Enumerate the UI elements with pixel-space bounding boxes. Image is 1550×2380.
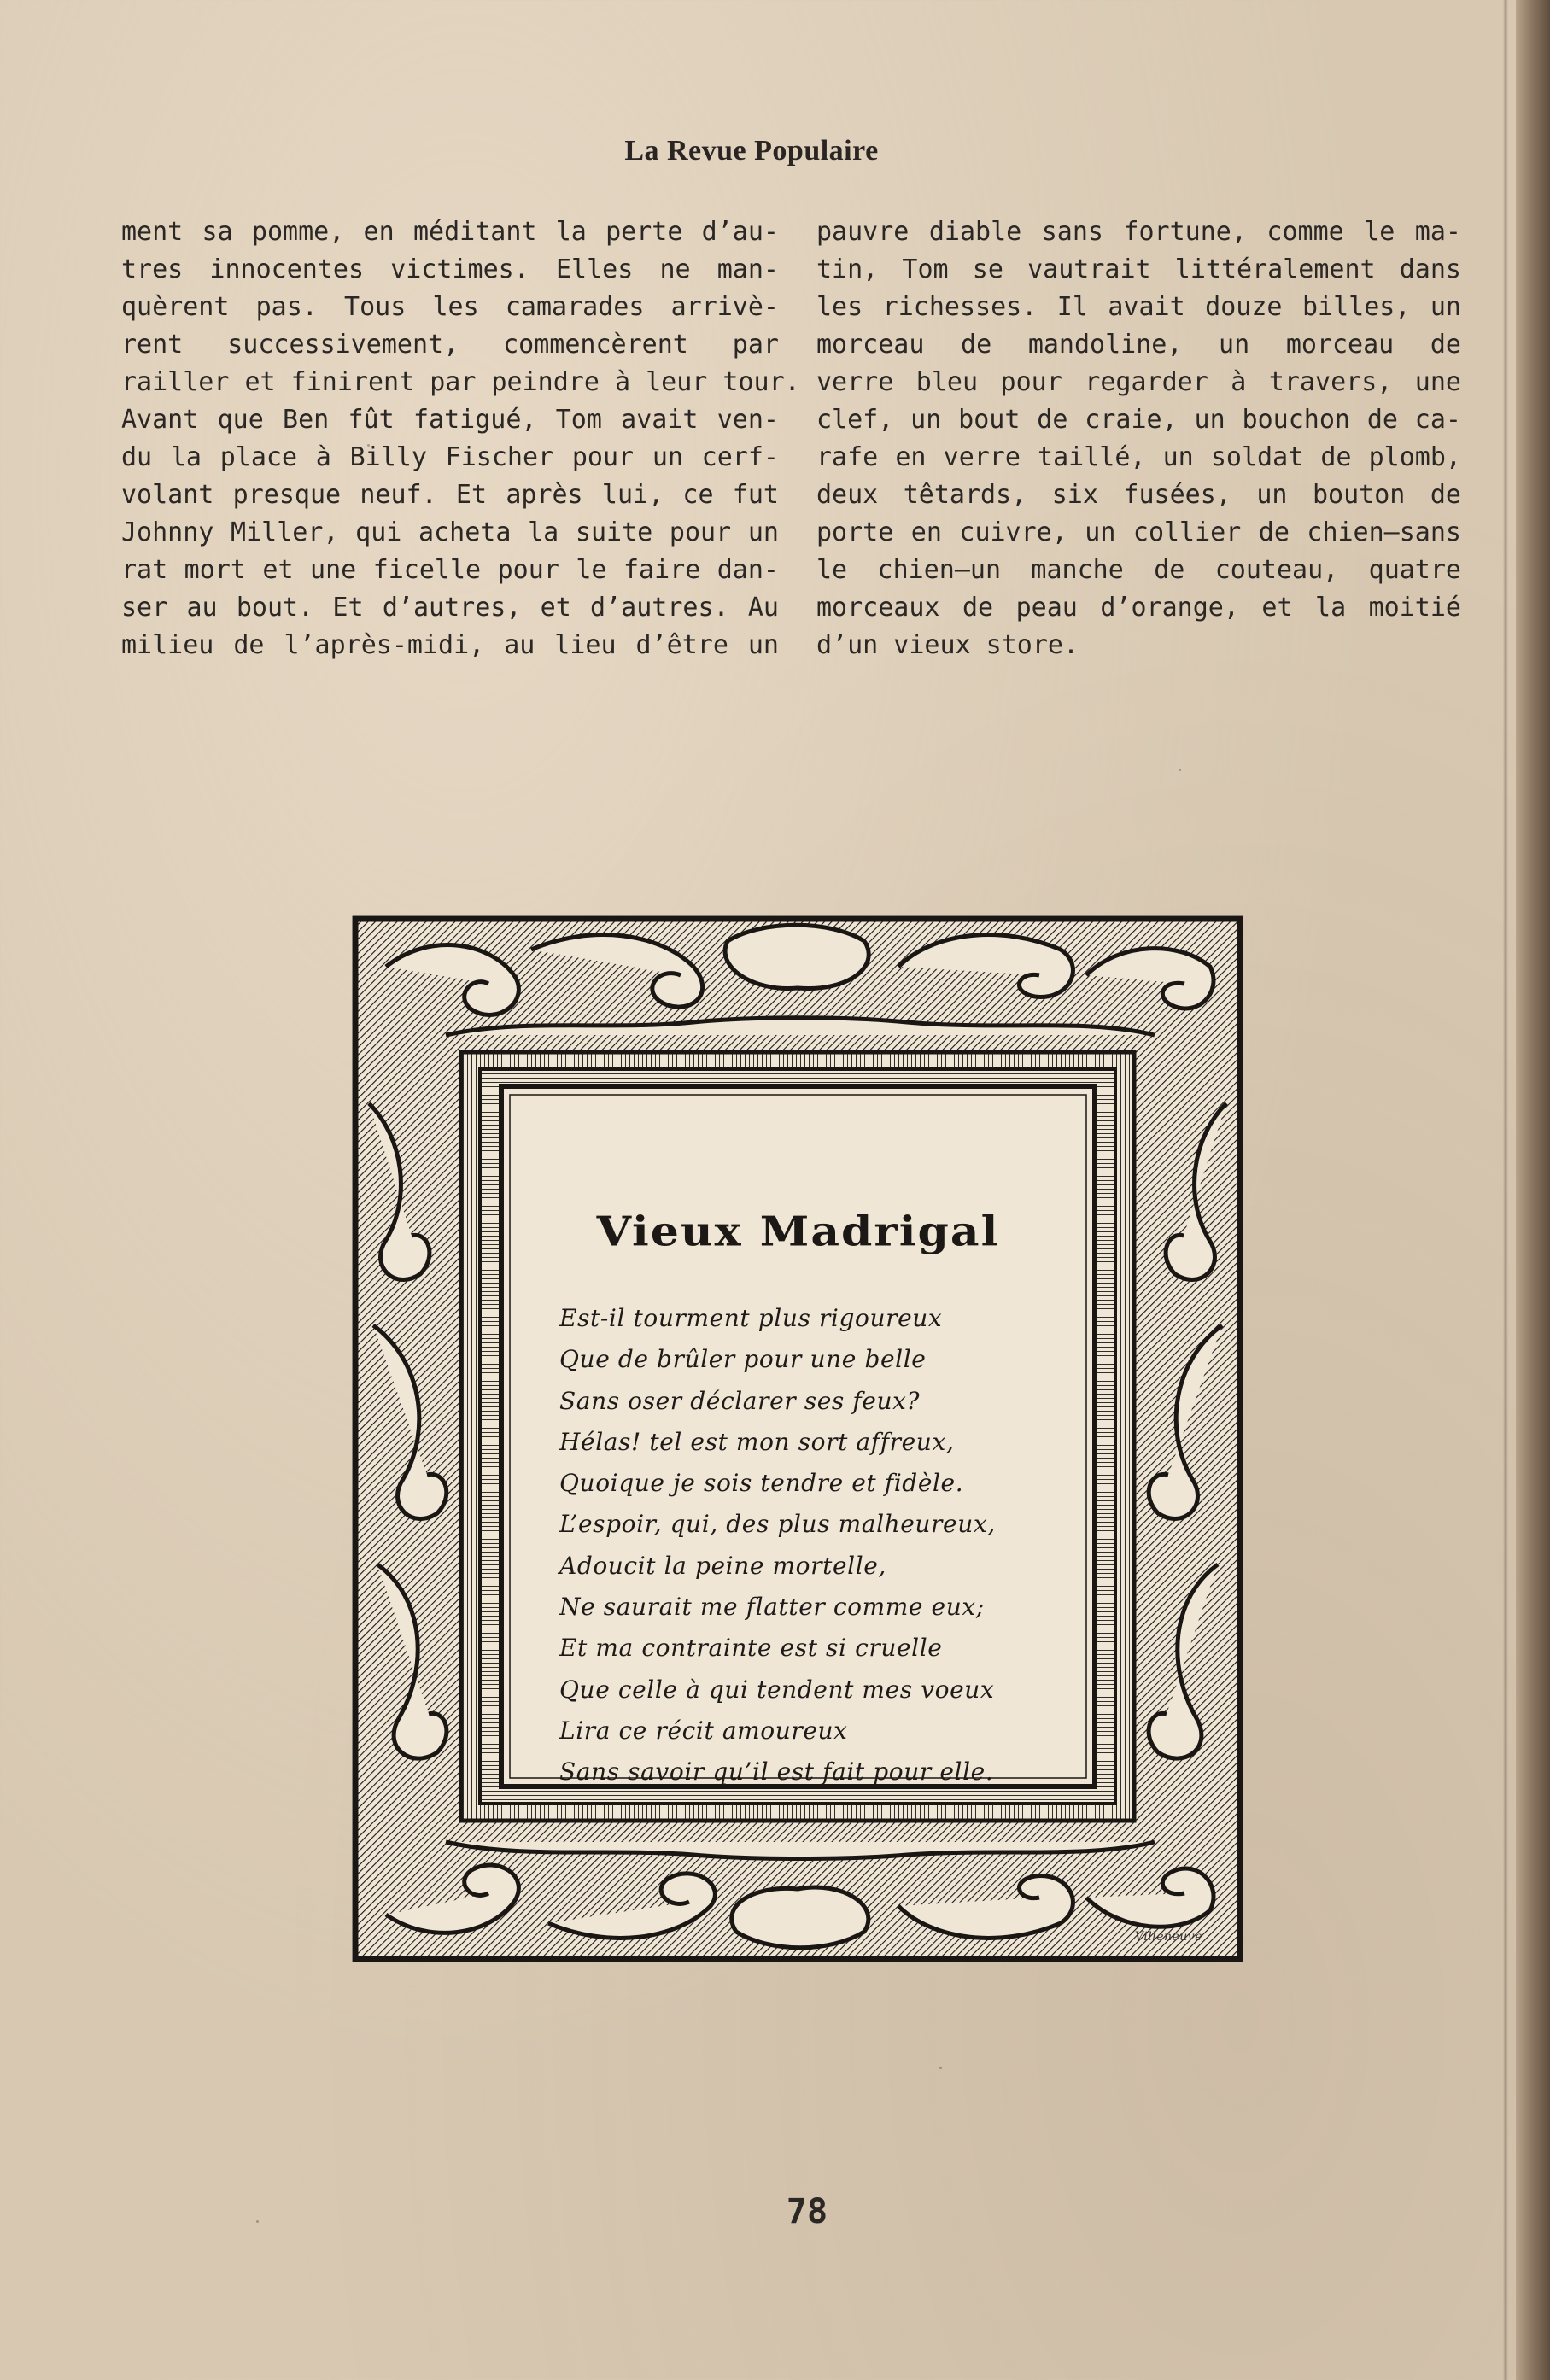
poem-body: [559, 1298, 1089, 1793]
page-edge-shadow: [1516, 0, 1550, 2380]
text-line: tres innocentes victimes. Elles ne man-: [121, 254, 779, 284]
paper-speck: [256, 2220, 259, 2223]
text-line: le chien—un manche de couteau, quatre: [816, 555, 1461, 585]
poem-line: Que celle à qui tendent mes voeux: [559, 1675, 995, 1704]
text-line: les richesses. Il avait douze billes, un: [816, 292, 1461, 322]
engraver-signature: Villeneuve: [1134, 1930, 1202, 1944]
text-line: Avant que Ben fût fatigué, Tom avait ven-: [121, 405, 779, 435]
poem-line: L’espoir, qui, des plus malheureux,: [559, 1510, 996, 1539]
ornate-picture-frame: [352, 915, 1243, 1962]
running-header: La Revue Populaire: [624, 135, 879, 167]
text-line: d’un vieux store.: [816, 630, 1079, 660]
poem-line: Sans oser déclarer ses feux?: [559, 1386, 921, 1415]
poem-line: Est-il tourment plus rigoureux: [559, 1304, 943, 1332]
poem-line: Ne saurait me flatter comme eux;: [559, 1593, 985, 1622]
paper-speck: [1179, 769, 1181, 771]
text-line: ser au bout. Et d’autres, et d’autres. Au: [121, 593, 779, 623]
paper-speck: [367, 444, 370, 447]
poem-line: Quoique je sois tendre et fidèle.: [559, 1469, 964, 1498]
text-line: deux têtards, six fusées, un bouton de: [816, 480, 1461, 510]
text-line: quèrent pas. Tous les camarades arrivè-: [121, 292, 779, 322]
poem-line: Adoucit la peine mortelle,: [559, 1551, 886, 1580]
page-number: 78: [786, 2192, 828, 2231]
text-line: ment sa pomme, en méditant la perte d’au-: [121, 217, 779, 247]
poem-line: Et ma contrainte est si cruelle: [559, 1634, 943, 1663]
page-fold-line: [1503, 0, 1508, 2380]
text-line: morceaux de peau d’orange, et la moitié: [816, 593, 1461, 623]
text-line: Johnny Miller, qui acheta la suite pour un: [121, 518, 779, 547]
text-line: railler et finirent par peindre à leur tour.: [121, 367, 800, 397]
text-line: verre bleu pour regarder à travers, une: [816, 367, 1461, 397]
poem-line: Hélas! tel est mon sort affreux,: [559, 1427, 955, 1456]
text-line: morceau de mandoline, un morceau de: [816, 330, 1461, 360]
poem-line: Sans savoir qu’il est fait pour elle.: [559, 1757, 994, 1786]
text-line: milieu de l’après-midi, au lieu d’être un: [121, 630, 779, 660]
text-line: clef, un bout de craie, un bouchon de ca-: [816, 405, 1461, 435]
text-line: tin, Tom se vautrait littéralement dans: [816, 254, 1461, 284]
text-line: volant presque neuf. Et après lui, ce fut: [121, 480, 779, 510]
left-text-column: [121, 213, 800, 664]
poem-line: Que de brûler pour une belle: [559, 1345, 927, 1374]
text-line: rent successivement, commencèrent par: [121, 330, 779, 360]
text-line: porte en cuivre, un collier de chien—sans: [816, 518, 1461, 547]
right-text-column: [816, 213, 1461, 664]
text-line: rat mort et une ficelle pour le faire dan-: [121, 555, 779, 585]
poem-panel: [501, 1086, 1095, 1786]
text-line: du la place à Billy Fischer pour un cerf-: [121, 442, 779, 472]
poem-title: Vieux Madrigal: [596, 1208, 1000, 1256]
poem-line: Lira ce récit amoureux: [559, 1716, 848, 1745]
paper-speck: [939, 2067, 942, 2069]
text-line: rafe en verre taillé, un soldat de plomb,: [816, 442, 1461, 472]
text-line: pauvre diable sans fortune, comme le ma-: [816, 217, 1461, 247]
